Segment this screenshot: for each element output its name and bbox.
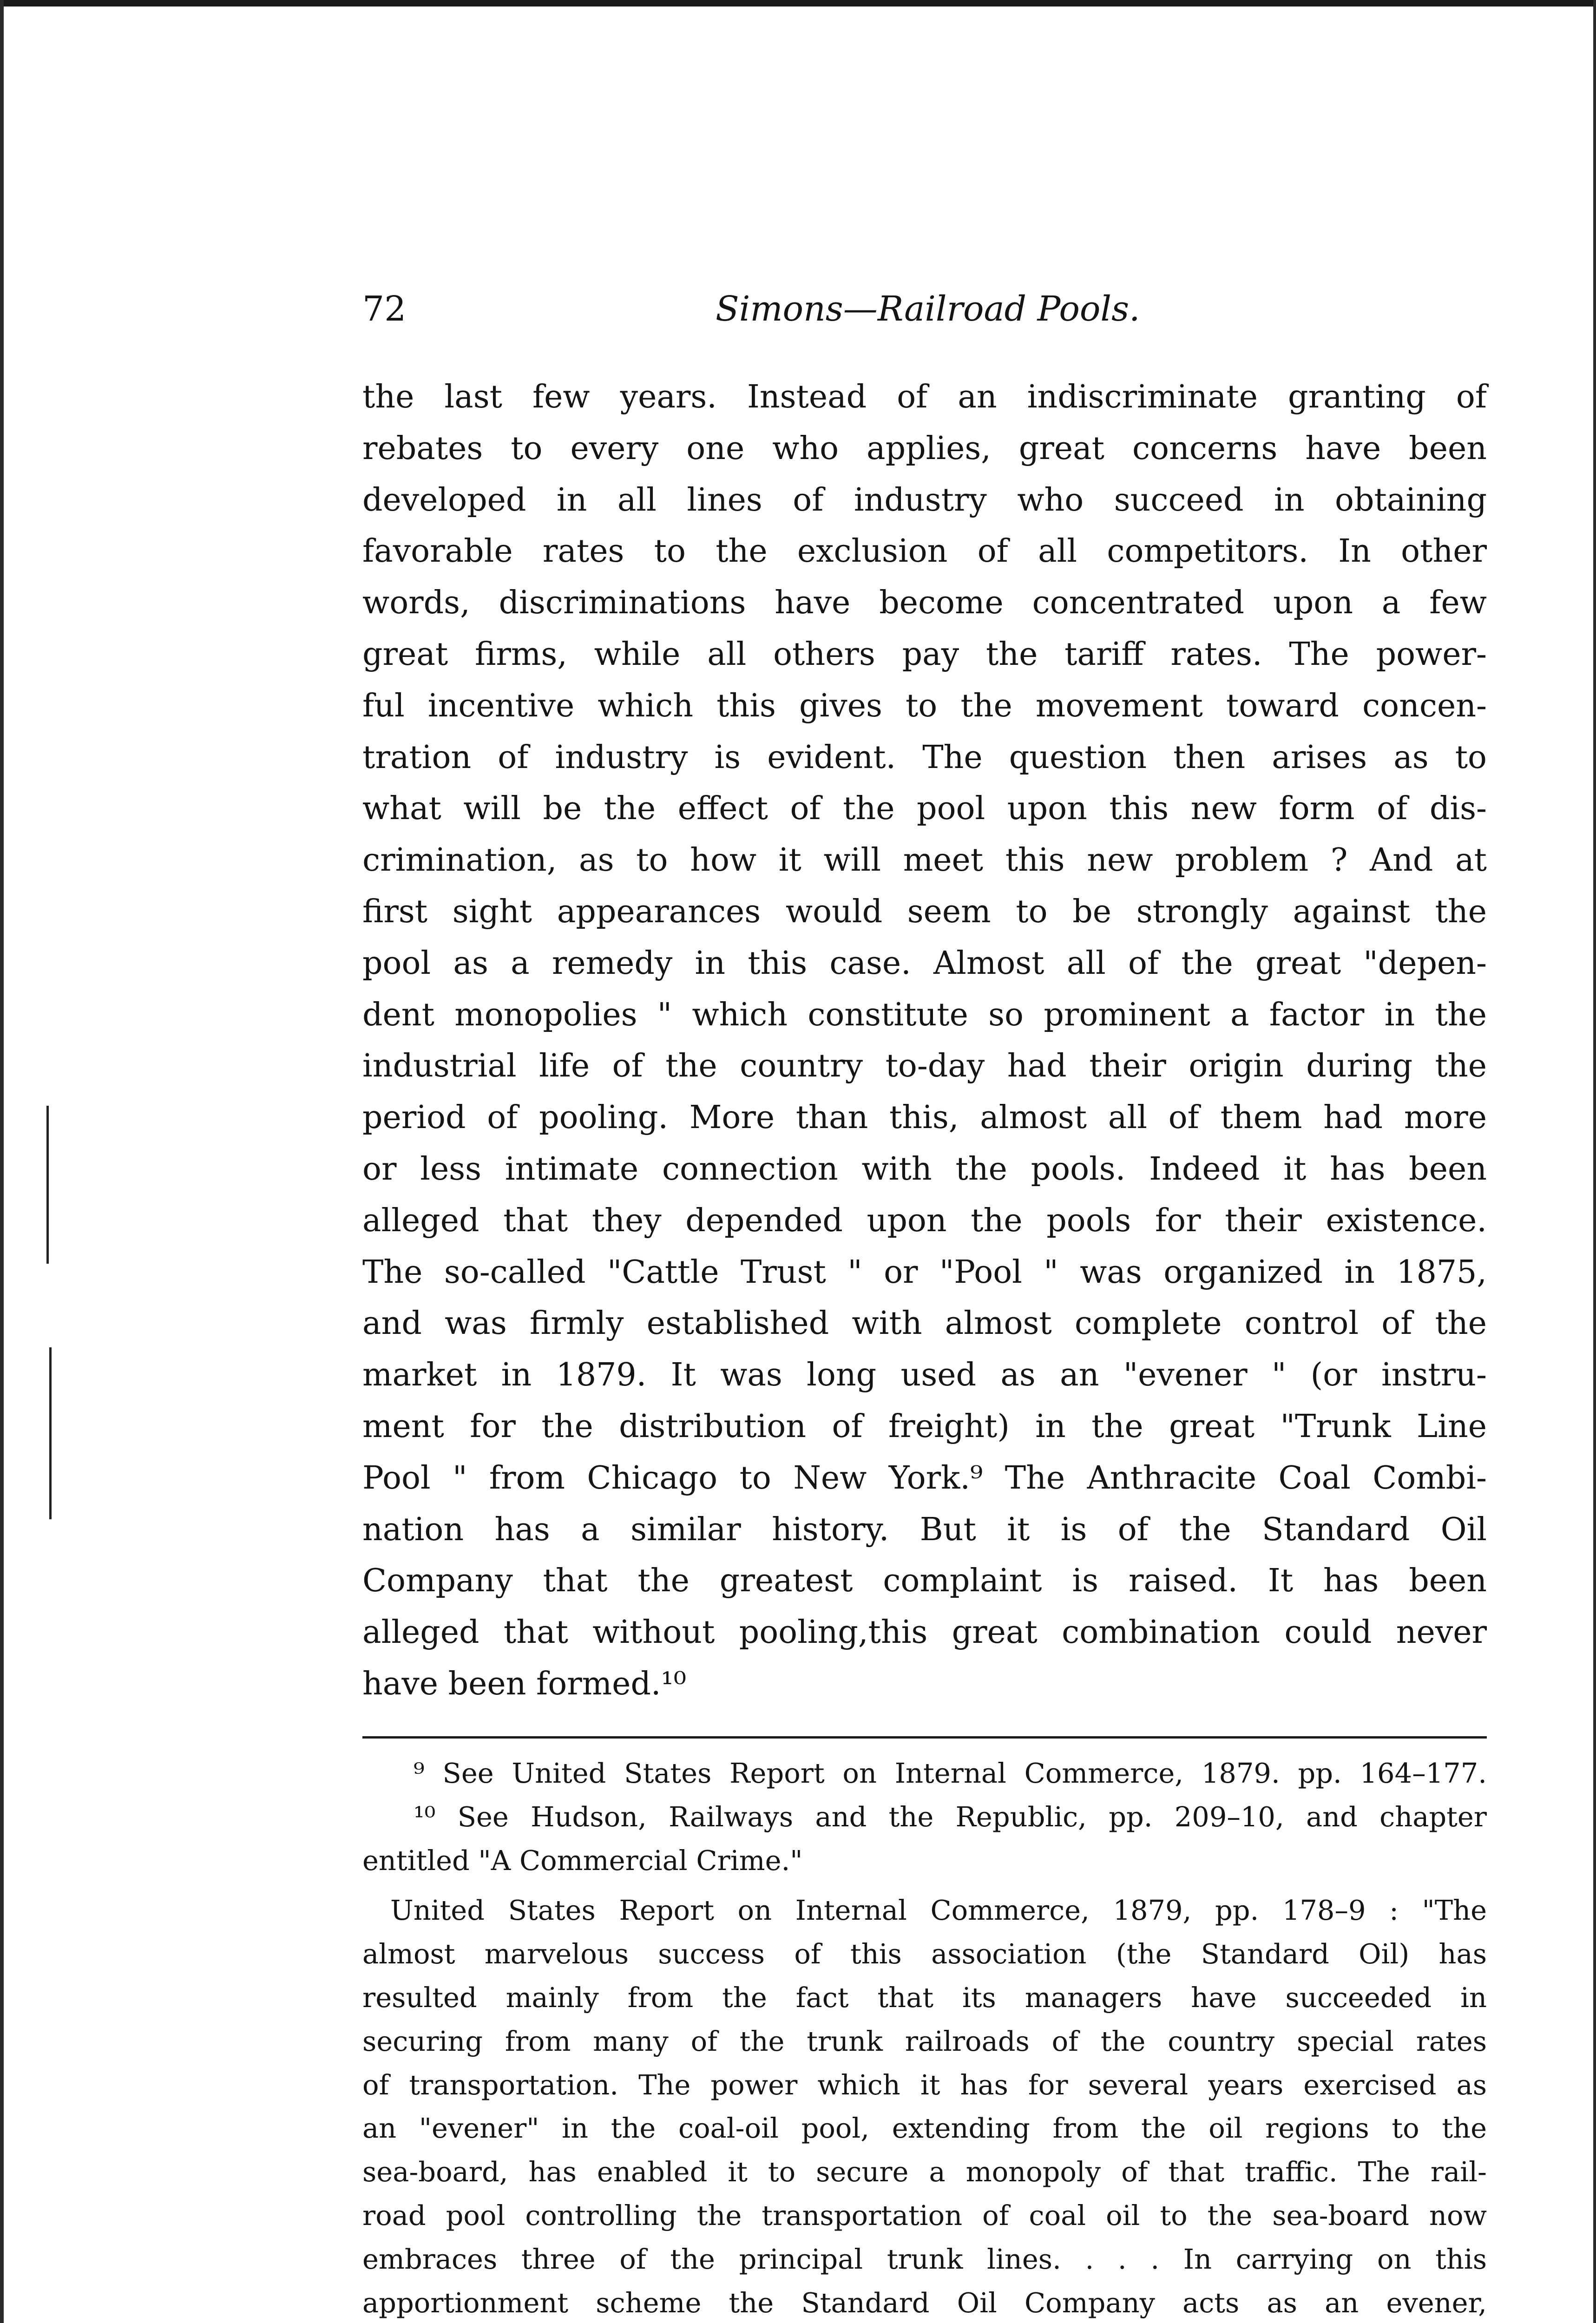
text-line: what will be the effect of the pool upon this new form of dis- <box>362 790 1487 827</box>
footnote-quote-line: securing from many of the trunk railroads of the country special rates <box>362 2025 1487 2057</box>
text-line: favorable rates to the exclusion of all competitors. In other <box>362 533 1487 570</box>
text-line: developed in all lines of industry who succeed in obtaining <box>362 481 1487 518</box>
footnote-spacer <box>362 1882 1487 1889</box>
footnote-quote-line: resulted mainly from the fact that its managers have succeeded in <box>362 1981 1487 2014</box>
page-header <box>362 283 1487 335</box>
body-paragraph <box>362 372 1487 1710</box>
text-line: first sight appearances would seem to be strongly against the <box>362 893 1487 930</box>
footnote-divider <box>362 1736 1487 1739</box>
footnote-quote-line: sea-board, has enabled it to secure a monopoly of that traffic. The rail- <box>362 2156 1487 2188</box>
footnote-9: ⁹ See United States Report on Internal Commerce, 1879. pp. 164–177. <box>414 1757 1487 1789</box>
footnote-quote-line: almost marvelous success of this association (the Standard Oil) has <box>362 1938 1487 1970</box>
margin-pencil-mark <box>49 1347 52 1519</box>
text-line: nation has a similar history. But it is of the Standard Oil <box>362 1511 1487 1548</box>
footnote-quote-line: an "evener" in the coal-oil pool, extending from the oil regions to the <box>362 2112 1487 2145</box>
text-line: industrial life of the country to-day had their origin during the <box>362 1048 1487 1085</box>
text-line: words, discriminations have become concentrated upon a few <box>362 584 1487 622</box>
footnote-quote-line: United States Report on Internal Commerce, 1879, pp. 178–9 : "The <box>390 1894 1487 1927</box>
footnote-quote-line: apportionment scheme the Standard Oil Company acts as an evener, <box>362 2286 1487 2319</box>
text-line: rebates to every one who applies, great concerns have been <box>362 430 1487 467</box>
text-line: ful incentive which this gives to the movement toward concen- <box>362 687 1487 724</box>
text-line: crimination, as to how it will meet this new problem ? And at <box>362 842 1487 879</box>
footnote-quote-line: road pool controlling the transportation of coal oil to the sea-board now <box>362 2199 1487 2231</box>
footnote-10-continued: entitled "A Commercial Crime." <box>362 1844 803 1877</box>
scan-border-top <box>0 0 1596 7</box>
text-line: Company that the greatest complaint is raised. It has been <box>362 1562 1487 1600</box>
text-line: the last few years. Instead of an indiscriminate granting of <box>362 379 1487 415</box>
text-line: tration of industry is evident. The question then arises as to <box>362 739 1487 776</box>
text-line: The so-called "Cattle Trust " or "Pool " was organized in 1875, <box>362 1253 1487 1291</box>
footnote-10: ¹⁰ See Hudson, Railways and the Republic, pp. 209–10, and chapter <box>414 1800 1487 1833</box>
text-line: alleged that without pooling,this great combination could never <box>362 1614 1487 1651</box>
text-line: ment for the distribution of freight) in the great "Trunk Line <box>362 1408 1487 1445</box>
text-line: market in 1879. It was long used as an "evener " (or instru- <box>362 1357 1487 1394</box>
footnote-quote-line: embraces three of the principal trunk lines. . . . In carrying on this <box>362 2243 1487 2275</box>
text-line: great firms, while all others pay the tariff rates. The power- <box>362 636 1487 673</box>
footnotes <box>362 1752 1487 2323</box>
text-line: Pool " from Chicago to New York.⁹ The Anthracite Coal Combi- <box>362 1459 1487 1496</box>
text-line: pool as a remedy in this case. Almost all of the great "depen- <box>362 945 1487 982</box>
scan-border-right <box>1593 0 1596 2323</box>
page-number: 72 <box>362 289 407 329</box>
text-line: period of pooling. More than this, almost all of them had more <box>362 1099 1487 1136</box>
text-line: have been formed.¹⁰ <box>362 1665 687 1702</box>
margin-pencil-mark <box>46 1106 49 1264</box>
footnote-quote-line: of transportation. The power which it has for several years exercised as <box>362 2068 1487 2101</box>
running-head: Simons—Railroad Pools. <box>716 289 1140 329</box>
text-line: alleged that they depended upon the pools for their existence. <box>362 1202 1487 1239</box>
text-line: and was firmly established with almost complete control of the <box>362 1305 1487 1342</box>
text-line: or less intimate connection with the pools. Indeed it has been <box>362 1150 1487 1188</box>
text-line: dent monopolies " which constitute so prominent a factor in the <box>362 996 1487 1033</box>
scan-border-left <box>0 0 4 2323</box>
